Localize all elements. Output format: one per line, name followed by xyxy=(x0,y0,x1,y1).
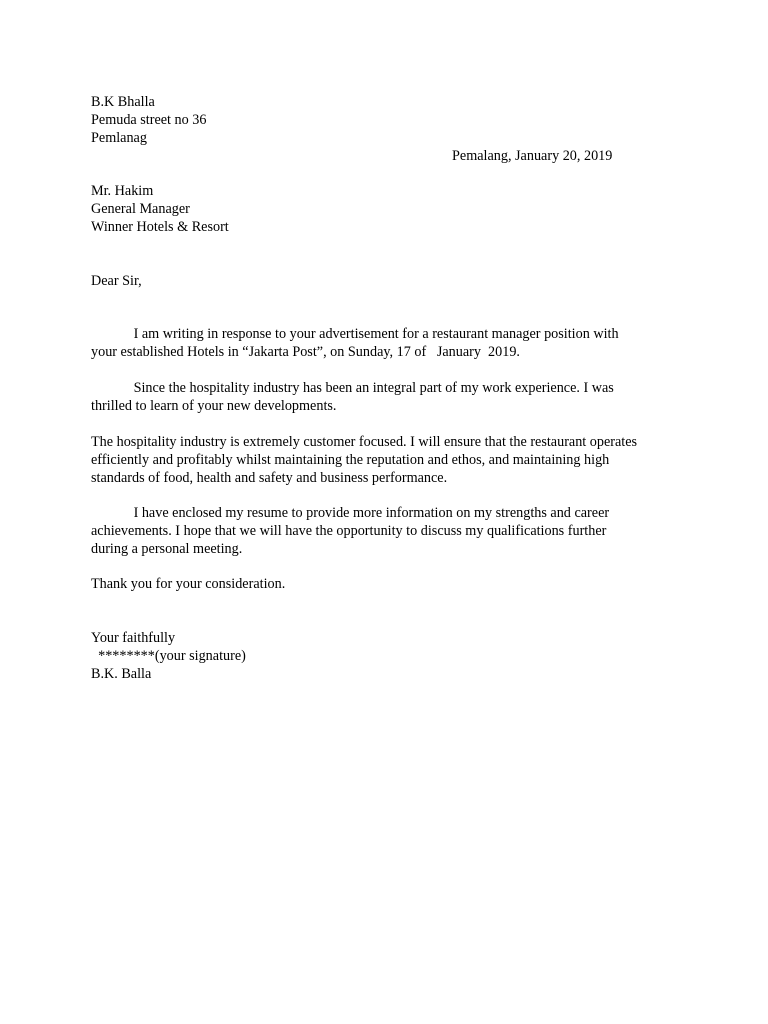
body-line: I have enclosed my resume to provide more information on my strengths and career xyxy=(91,505,610,521)
body-line: efficiently and profitably whilst maintaining the reputation and ethos, and maintaining high xyxy=(91,452,610,468)
sender-name: B.K Bhalla xyxy=(91,94,155,110)
sender-street: Pemuda street no 36 xyxy=(91,112,207,128)
signature-placeholder: ********(your signature) xyxy=(91,648,246,664)
body-line: The hospitality industry is extremely customer focused. I will ensure that the restaurant operates xyxy=(91,434,638,450)
body-line: during a personal meeting. xyxy=(91,541,243,557)
body-line: your established Hotels in “Jakarta Post”, on Sunday, 17 of January 2019. xyxy=(91,344,520,360)
recipient-title: General Manager xyxy=(91,201,190,217)
valediction: Your faithfully xyxy=(91,630,176,646)
date-line: Pemalang, January 20, 2019 xyxy=(452,148,613,164)
body-paragraph-4 xyxy=(91,504,691,558)
body-line: standards of food, health and safety and business performance. xyxy=(91,470,448,486)
recipient-name: Mr. Hakim xyxy=(91,183,154,199)
thanks-line: Thank you for your consideration. xyxy=(91,576,286,592)
sender-city: Pemlanag xyxy=(91,130,147,146)
signer-name: B.K. Balla xyxy=(91,666,152,682)
body-paragraph-2 xyxy=(91,379,691,415)
body-line: Since the hospitality industry has been an integral part of my work experience. I was xyxy=(91,380,614,396)
body-line: achievements. I hope that we will have the opportunity to discuss my qualifications further xyxy=(91,523,607,539)
body-paragraph-3 xyxy=(91,433,691,487)
salutation: Dear Sir, xyxy=(91,273,142,289)
body-line: I am writing in response to your advertisement for a restaurant manager position with xyxy=(91,326,619,342)
body-line: thrilled to learn of your new developments. xyxy=(91,398,337,414)
body-paragraph-1 xyxy=(91,325,691,361)
recipient-company: Winner Hotels & Resort xyxy=(91,219,229,235)
